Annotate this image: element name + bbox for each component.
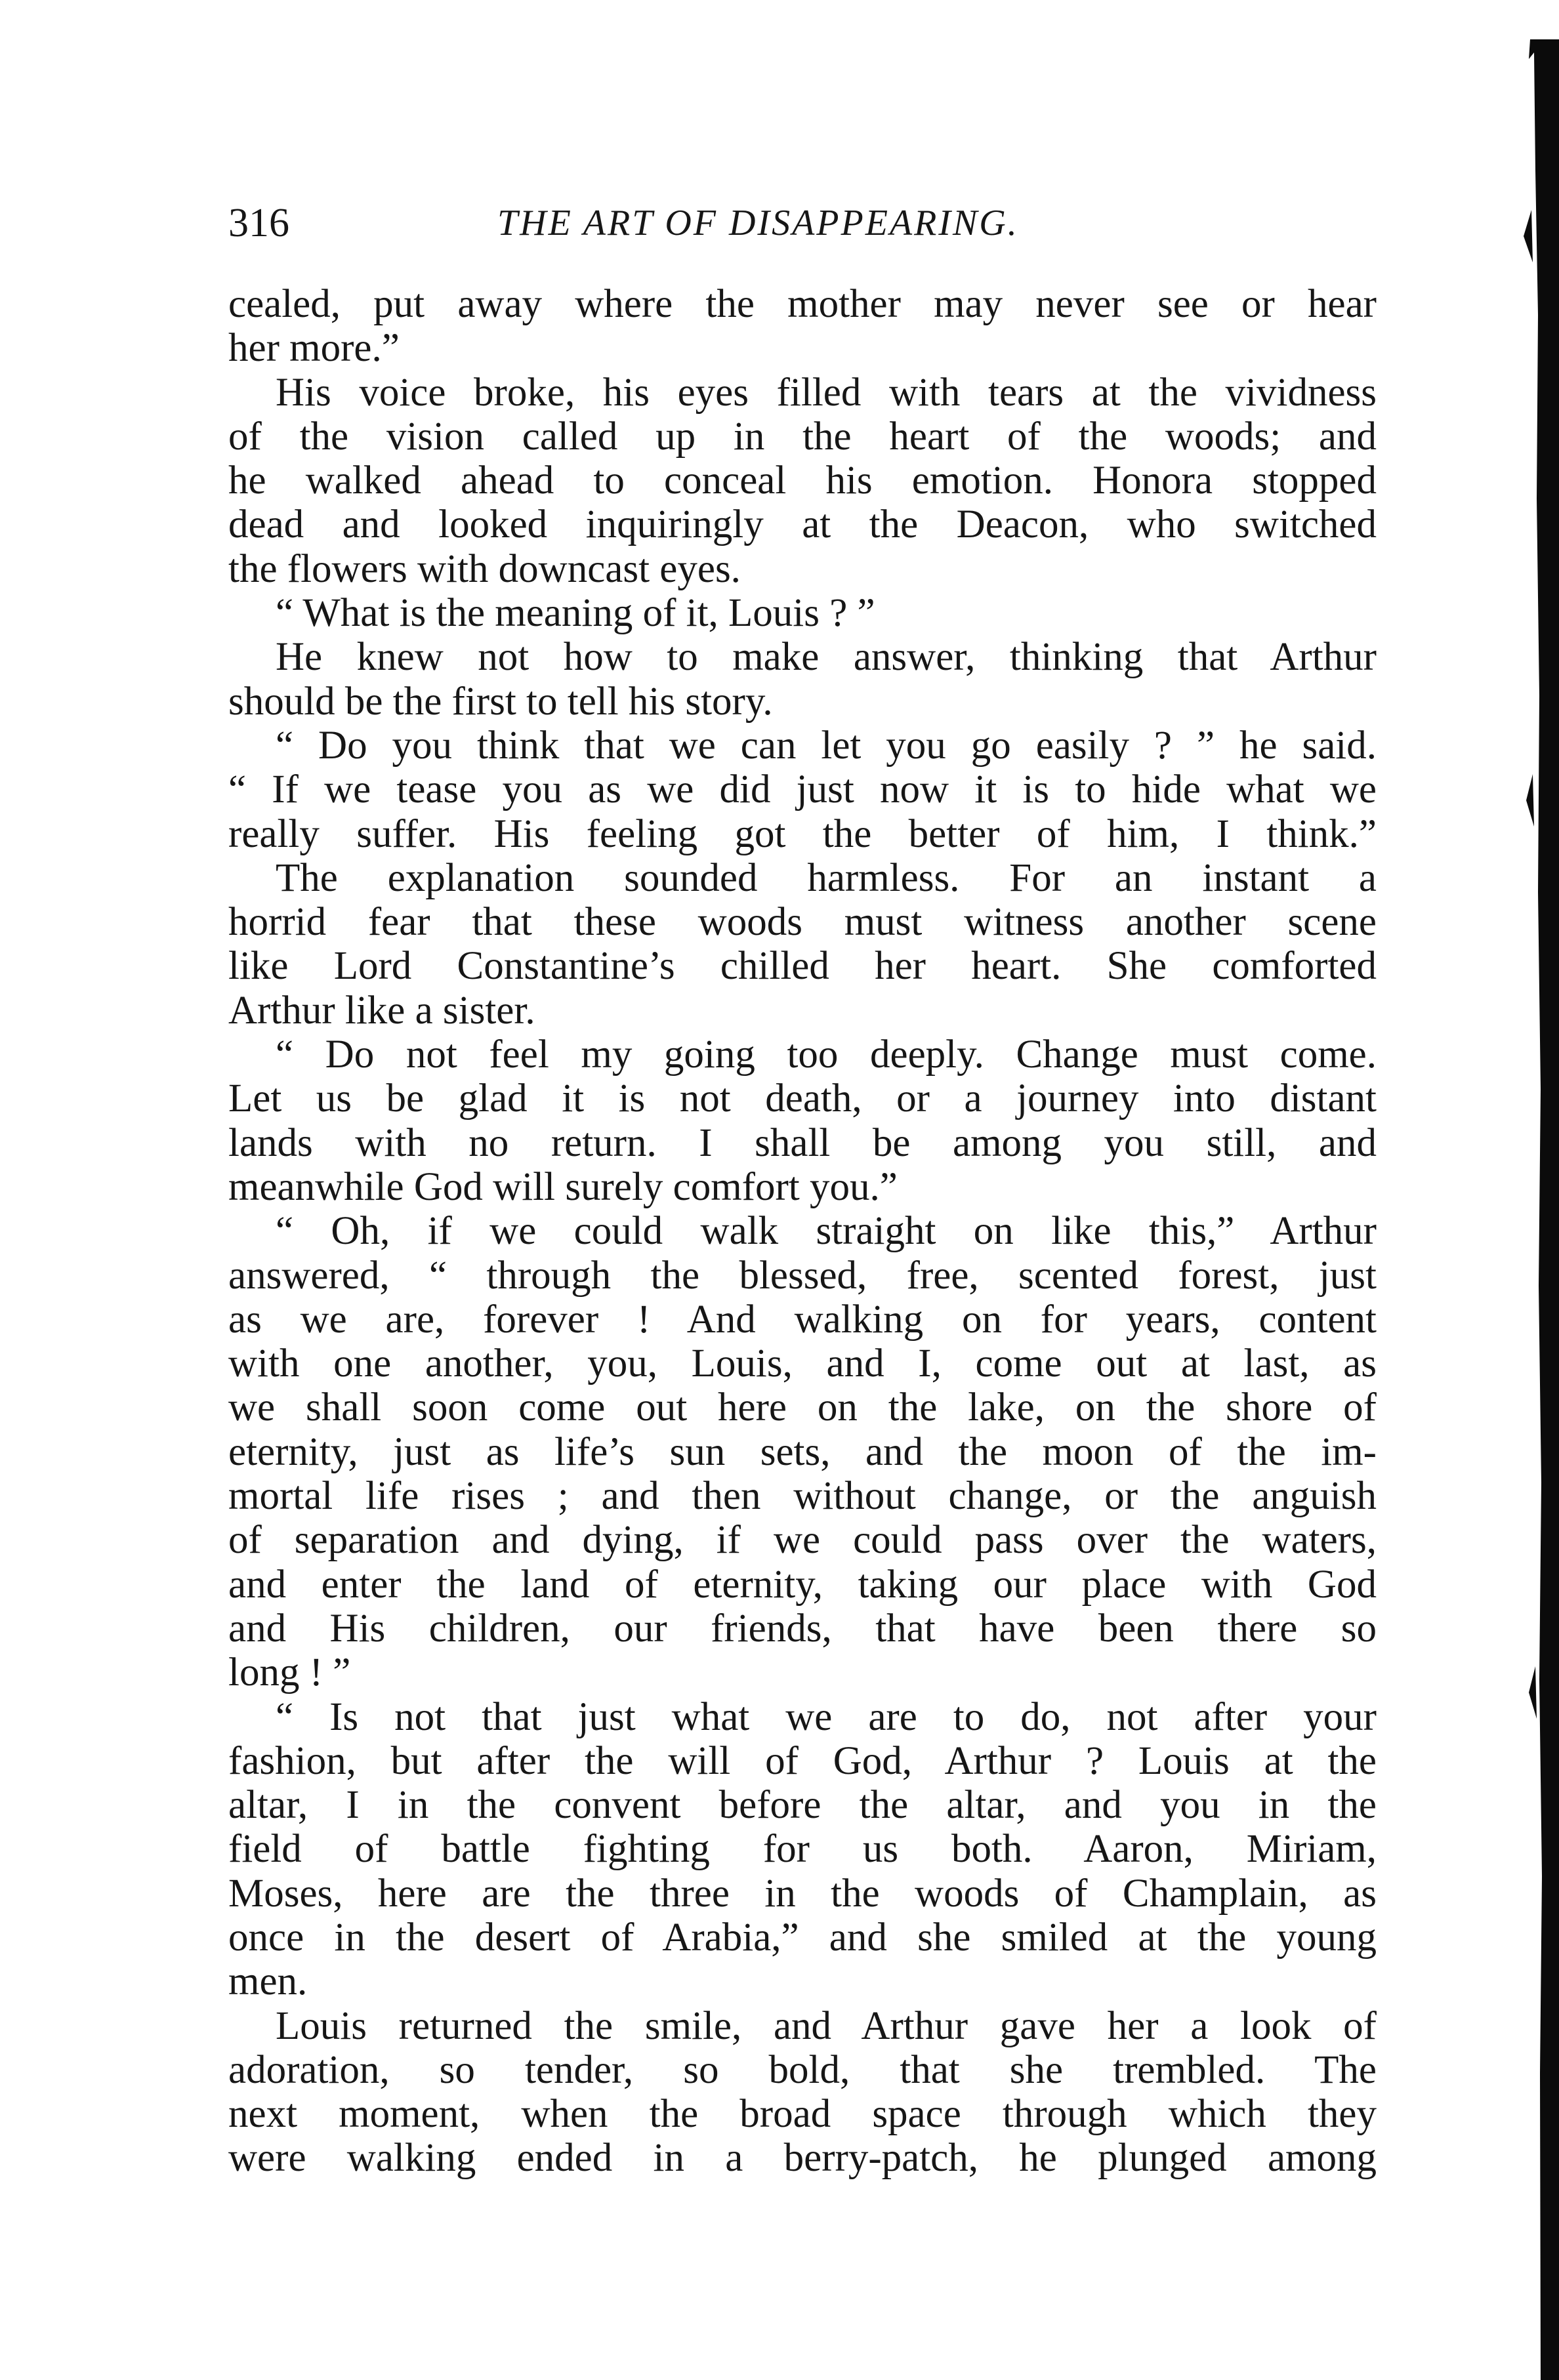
text-line: and enter the land of eternity, taking our place with God bbox=[228, 1562, 1377, 1607]
text-line: of separation and dying, if we could pass over the waters, bbox=[228, 1518, 1377, 1563]
text-line: He knew not how to make answer, thinking that Arthur bbox=[276, 635, 1377, 680]
text-line: were walking ended in a berry-patch, he plunged among bbox=[228, 2136, 1377, 2181]
text-line: answered, “ through the blessed, free, scented forest, just bbox=[228, 1253, 1377, 1298]
text-line: as we are, forever ! And walking on for years, content bbox=[228, 1297, 1377, 1342]
text-line: the flowers with downcast eyes. bbox=[228, 546, 741, 591]
text-line: men. bbox=[228, 1959, 308, 2004]
text-line: and His children, our friends, that have been there so bbox=[228, 1606, 1377, 1651]
text-line: long ! ” bbox=[228, 1651, 351, 1695]
text-line: “ If we tease you as we did just now it is to hide what we bbox=[228, 768, 1377, 812]
page-edge-shadow bbox=[1529, 39, 1559, 2380]
text-line: we shall soon come out here on the lake, on the shore of bbox=[228, 1385, 1377, 1430]
text-line: Let us be glad it is not death, or a journey into distant bbox=[228, 1077, 1377, 1121]
text-line: once in the desert of Arabia,” and she smiled at the young bbox=[228, 1915, 1377, 1959]
text-line: cealed, put away where the mother may never see or hear bbox=[228, 282, 1377, 326]
scanned-page-edge bbox=[1497, 39, 1559, 2380]
text-line: fashion, but after the will of God, Arthur ? Louis at the bbox=[228, 1738, 1377, 1783]
page-header bbox=[228, 190, 1377, 262]
text-line: “ What is the meaning of it, Louis ? ” bbox=[276, 591, 875, 636]
text-line: lands with no return. I shall be among you still, and bbox=[228, 1120, 1377, 1165]
text-line: he walked ahead to conceal his emotion. Honora stopped bbox=[228, 459, 1377, 503]
text-line: The explanation sounded harmless. For an instant a bbox=[276, 855, 1377, 900]
text-line: adoration, so tender, so bold, that she trembled. The bbox=[228, 2047, 1377, 2092]
text-line: should be the first to tell his story. bbox=[228, 679, 773, 724]
text-line: Louis returned the smile, and Arthur gave her a look of bbox=[276, 2003, 1377, 2048]
running-title: THE ART OF DISAPPEARING. bbox=[497, 203, 1019, 243]
text-line: next moment, when the broad space through which they bbox=[228, 2092, 1377, 2137]
text-line: meanwhile God will surely comfort you.” bbox=[228, 1164, 898, 1209]
text-line: “ Oh, if we could walk straight on like this,” Arthur bbox=[276, 1209, 1377, 1254]
text-line: her more.” bbox=[228, 326, 400, 371]
text-line: altar, I in the convent before the altar, and you in the bbox=[228, 1783, 1377, 1828]
text-line: with one another, you, Louis, and I, come out at last, as bbox=[228, 1342, 1377, 1386]
text-line: field of battle fighting for us both. Aaron, Miriam, bbox=[228, 1827, 1377, 1872]
body-text bbox=[228, 282, 1377, 2181]
text-line: Arthur like a sister. bbox=[228, 988, 535, 1033]
page-number: 316 bbox=[228, 201, 289, 245]
page-edge-notch bbox=[1524, 210, 1537, 1719]
text-line: like Lord Constantine’s chilled her heart. She comforted bbox=[228, 944, 1377, 989]
text-line: Moses, here are the three in the woods of Champlain, as bbox=[228, 1871, 1377, 1916]
text-line: of the vision called up in the heart of the woods; and bbox=[228, 414, 1377, 459]
text-line: mortal life rises ; and then without change, or the anguish bbox=[228, 1474, 1377, 1519]
text-line: His voice broke, his eyes filled with tears at the vividness bbox=[276, 370, 1377, 415]
text-line: “ Do not feel my going too deeply. Change must come. bbox=[276, 1033, 1377, 1077]
text-line: “ Is not that just what we are to do, not after your bbox=[276, 1694, 1377, 1739]
text-line: horrid fear that these woods must witness another scene bbox=[228, 900, 1377, 945]
text-line: eternity, just as life’s sun sets, and the moon of the im- bbox=[228, 1429, 1377, 1474]
text-line: dead and looked inquiringly at the Deacon, who switched bbox=[228, 503, 1377, 547]
text-line: really suffer. His feeling got the better of him, I think.” bbox=[228, 811, 1377, 856]
text-line: “ Do you think that we can let you go easily ? ” he said. bbox=[276, 723, 1377, 768]
